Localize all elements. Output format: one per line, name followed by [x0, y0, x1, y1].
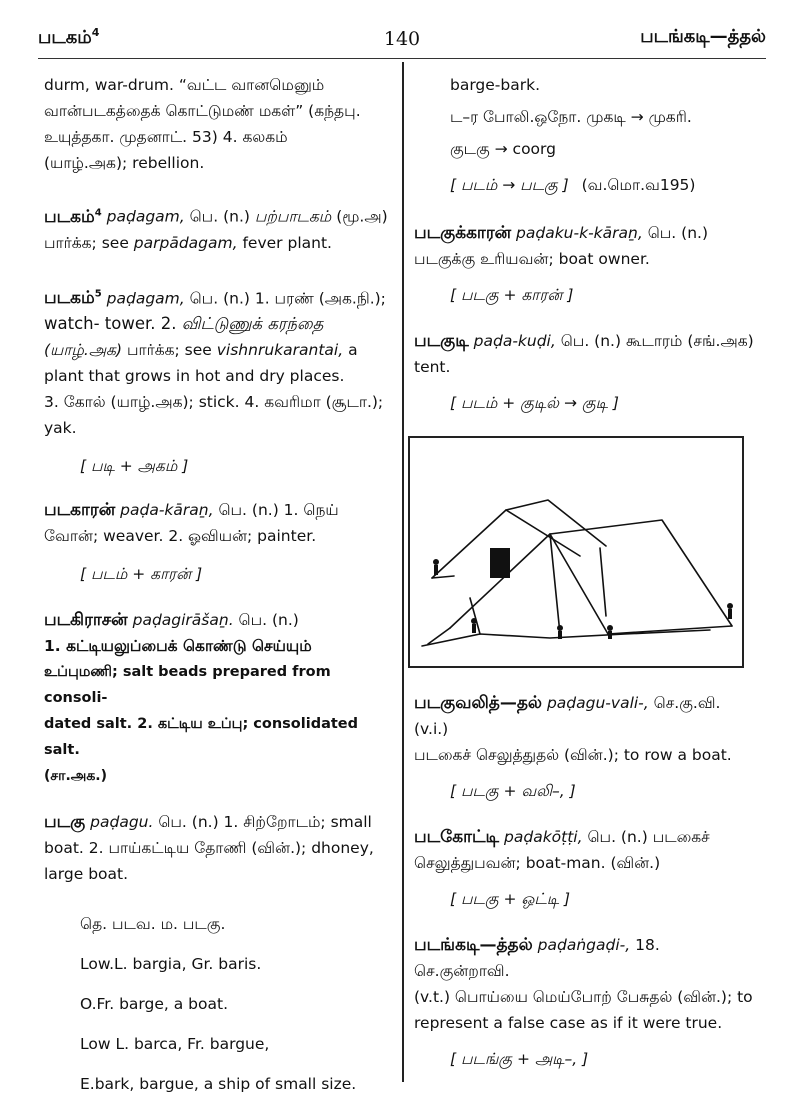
entry-line: watch- tower. 2. விட்டுணுக் கரந்தை — [44, 314, 324, 334]
entry-line: பார்க்க; see parpādagam, fever plant. — [44, 233, 332, 252]
transliteration: paḍagirāšaṉ. — [132, 611, 234, 630]
headword: படகு — [44, 812, 86, 833]
left-column — [44, 72, 388, 1117]
entry-line: dated salt. 2. கட்டிய உப்பு; consolidated salt. — [44, 716, 359, 759]
text-line: உயுத்தகா. முதனாட். 53) 4. கலகம் — [44, 128, 288, 146]
entry-line — [44, 200, 388, 230]
entry-line: boat. 2. பாய்கட்டிய தோணி (வின்.); dhoney, — [44, 839, 374, 858]
entry-padakudi — [414, 328, 759, 416]
header-left-headword: படகம்$^4$ — [38, 26, 100, 48]
entry-line: (யாழ்.அக) பார்க்க; see vishnrukarantai, a — [44, 341, 358, 360]
entry-line: tent. — [414, 358, 451, 376]
cognate-line: Low L. barca, Fr. bargue, — [80, 1035, 270, 1054]
continued-text: ட–ர போலி.ஒநோ. முகடி → முகரி. — [450, 108, 692, 126]
headword: படகுடி — [414, 331, 469, 351]
text: பெ. (n.) — [233, 611, 299, 630]
transliteration: paḍa-kāraṉ, — [120, 501, 214, 520]
entry-line: 3. கோல் (யாழ்.அக); stick. 4. கவரிமா (சூடா.); — [44, 393, 384, 412]
etymology: [ படகு + ஒட்டி ] — [450, 890, 571, 908]
entry-padakaran — [44, 497, 388, 587]
entry-line: படகுக்கு உரியவன்; boat owner. — [414, 250, 650, 268]
entry-line: represent a false case as if it were true. — [414, 1014, 723, 1032]
etymology: [ படம் + காரன் ] — [80, 565, 203, 584]
entry-line — [44, 607, 388, 633]
headword: படகிராசன் — [44, 610, 128, 631]
text: பெ. (n.) 1. சிற்றோடம்; small — [153, 813, 372, 832]
entry-padagam-5 — [44, 282, 388, 480]
header-rule — [38, 58, 766, 59]
entry-line — [44, 497, 388, 523]
entry-line — [414, 824, 759, 850]
text: 18. செ.குன்றாவி. — [414, 936, 660, 980]
entry-line — [414, 328, 759, 354]
entry-line: plant that grows in hot and dry places. — [44, 367, 345, 386]
text-line: durm, war-drum. “வட்ட வானமெனும் — [44, 76, 325, 94]
headword: படகம்$^4$ — [44, 206, 102, 227]
text: (மூ.அ) — [331, 207, 388, 226]
header-right-headword: படங்கடி—த்தல் — [640, 26, 766, 47]
continued-text: குடகு → coorg — [450, 140, 556, 158]
transliteration: paḍa-kuḍi, — [473, 332, 556, 350]
headword: படங்கடி—த்தல் — [414, 935, 533, 955]
entry-line — [44, 809, 388, 835]
entry-line: large boat. — [44, 865, 129, 884]
entry-line — [414, 690, 759, 742]
etymology: [ படகு + வலி–, ] — [450, 782, 576, 800]
entry-line — [414, 220, 759, 246]
tent-drawing — [410, 438, 742, 666]
cognate-line: E.bark, bargue, a ship of small size. — [80, 1075, 357, 1094]
etymology: [ படம் + குடில் → குடி ] — [450, 394, 619, 412]
text-line: வான்படகத்தைக் கொட்டுமண் மகள்” (கந்தபு. — [44, 102, 361, 120]
cognate-line: தெ. படவ. ம. படகு. — [80, 915, 226, 934]
continued-text: barge-bark. — [450, 76, 541, 94]
entry-line: உப்புமணி; salt beads prepared from consoli- — [44, 664, 331, 707]
page-number: 140 — [383, 28, 421, 50]
entry-line: (v.t.) பொய்யை மெய்போற் பேசுதல் (வின்.); to — [414, 988, 753, 1006]
entry-line: படகைச் செலுத்துதல் (வின்.); to row a boat. — [414, 746, 732, 764]
entry-line: செலுத்துபவன்; boat-man. (வின்.) — [414, 854, 661, 872]
entry-padangadittal — [414, 932, 759, 1072]
transliteration: paḍagu. — [90, 813, 154, 832]
entry-padaguvalittal — [414, 690, 759, 804]
tent-illustration — [408, 436, 744, 668]
entry-padagirasan — [44, 607, 388, 789]
headword: படகோட்டி — [414, 827, 500, 847]
entry-line: 1. கட்டியலுப்பைக் கொண்டு செய்யும் — [44, 637, 312, 656]
entry-line — [44, 282, 388, 312]
transliteration: paḍaṅgaḍi-, — [537, 936, 631, 954]
entry-line — [414, 932, 759, 984]
headword: படகாரன் — [44, 500, 116, 521]
entry-line: (சா.அக.) — [44, 768, 108, 785]
etymology: [ படகு + காரன் ] — [450, 286, 574, 304]
text: பெ. (n.) — [642, 224, 708, 242]
transliteration: paḍakōṭṭi, — [504, 828, 583, 846]
etymology: [ படம் → படகு ] (வ.மொ.வ195) — [450, 176, 696, 194]
entry-line: yak. — [44, 419, 77, 438]
text-line: (யாழ்.அக); rebellion. — [44, 154, 205, 172]
entry-padagam-4 — [44, 200, 388, 256]
text: பெ. (n.) 1. நெய் — [213, 501, 339, 520]
entry-padakotti — [414, 824, 759, 912]
cognate-line: Low.L. bargia, Gr. baris. — [80, 955, 262, 974]
entry-padagu — [44, 809, 388, 1097]
entry-padakukkaran — [414, 220, 759, 308]
transliteration: paḍagam, — [106, 289, 185, 308]
text: செ.கு.வி. (v.i.) — [414, 694, 721, 738]
headword: படகுக்காரன் — [414, 223, 512, 243]
text: பெ. (n.) — [184, 207, 255, 226]
right-column — [414, 72, 759, 1094]
cognate-line: O.Fr. barge, a boat. — [80, 995, 229, 1014]
transliteration: paḍaku-k-kāraṉ, — [516, 224, 643, 242]
column-divider — [402, 62, 404, 1082]
headword: படகுவலித்—தல் — [414, 693, 543, 713]
headword: படகம்$^5$ — [44, 288, 102, 309]
text: பெ. (n.) கூடாரம் (சங்.அக) — [555, 332, 754, 350]
continued-entry — [44, 72, 388, 176]
etymology: [ படி + அகம் ] — [80, 457, 189, 476]
etymology: [ படங்கு + அடி–, ] — [450, 1050, 589, 1068]
text: பெ. (n.) படகைச் — [582, 828, 710, 846]
entry-line: வோன்; weaver. 2. ஓவியன்; painter. — [44, 527, 317, 546]
page-header — [38, 22, 766, 54]
transliteration: paḍagam, — [106, 207, 185, 226]
text: பெ. (n.) 1. பரண் (அக.நி.); — [184, 289, 386, 308]
transliteration: paḍagu-vali-, — [546, 694, 649, 712]
text: பற்பாடகம் — [254, 207, 332, 226]
